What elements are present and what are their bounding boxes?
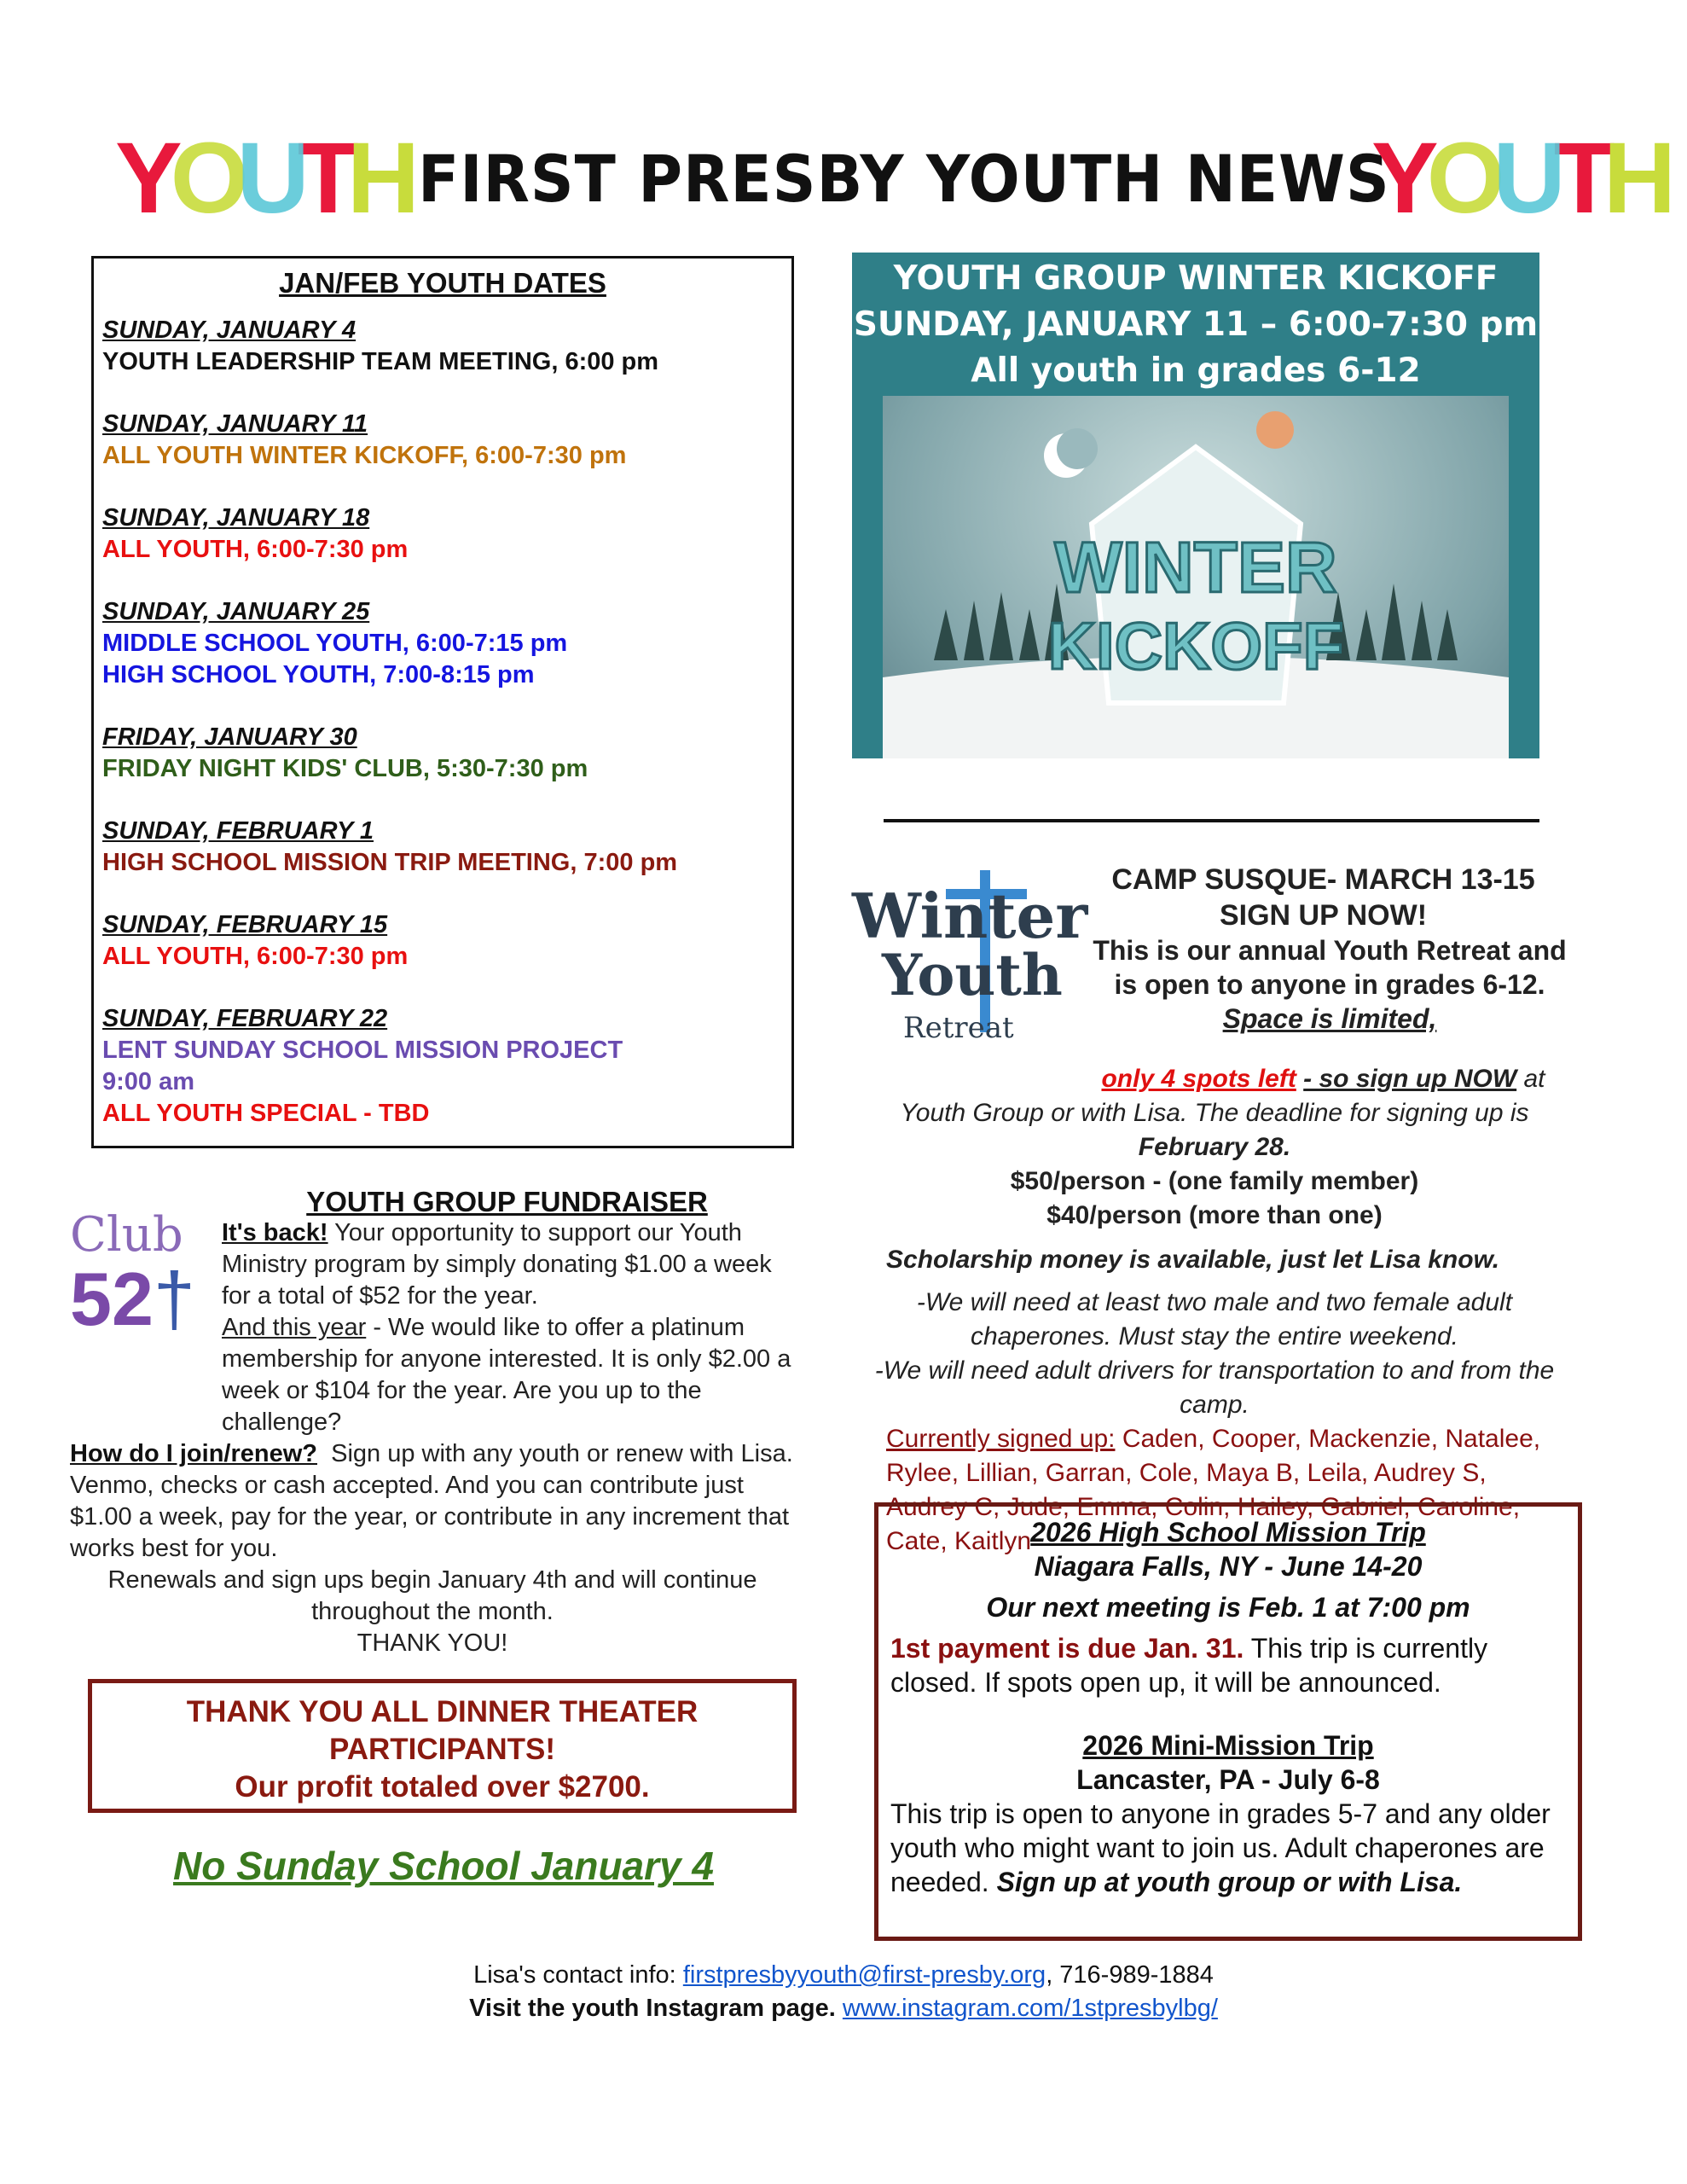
event-description: YOUTH LEADERSHIP TEAM MEETING, 6:00 pm bbox=[102, 348, 659, 375]
date-entry bbox=[102, 596, 783, 691]
club-52-logo: Club 52† bbox=[70, 1207, 195, 1341]
phone: , 716-989-1884 bbox=[1046, 1961, 1214, 1989]
thanks-line2: Our profit totaled over $2700. bbox=[235, 1770, 650, 1804]
chaperone-need: -We will need at least two male and two female adult chaperones. Must stay the entire weekend. bbox=[916, 1288, 1513, 1350]
kickoff-line2: SUNDAY, JANUARY 11 – 6:00-7:30 pm bbox=[853, 305, 1539, 344]
svg-text:WINTER: WINTER bbox=[1054, 527, 1337, 607]
scholarship-note: Scholarship money is available, just let Lisa know. bbox=[886, 1246, 1500, 1274]
signup-now: - so sign up NOW bbox=[1303, 1065, 1517, 1093]
camp-signup-where: at Youth Group or with Lisa. The deadline for signing up is bbox=[900, 1065, 1545, 1127]
fundraiser-p3: Sign up with any youth or renew with Lisa. Venmo, checks or cash accepted. And you can contribute just $1.00 a week, pay for the year, or contribute in any increment that works best for you. bbox=[70, 1440, 793, 1562]
youth-logo-right: YOUTH bbox=[1371, 122, 1665, 235]
camp-price-2: $40/person (more than one) bbox=[1046, 1201, 1383, 1229]
footer bbox=[0, 1959, 1687, 2025]
fundraiser-section bbox=[70, 1186, 795, 1659]
mission-title: 2026 High School Mission Trip bbox=[1030, 1517, 1426, 1548]
event-date: SUNDAY, FEBRUARY 22 bbox=[102, 1005, 388, 1032]
section-divider bbox=[884, 819, 1539, 822]
camp-susque-section bbox=[852, 862, 1577, 1559]
event-description: LENT SUNDAY SCHOOL MISSION PROJECT bbox=[102, 1037, 623, 1064]
mini-mission-signup: Sign up at youth group or with Lisa. bbox=[996, 1867, 1463, 1897]
event-description: MIDDLE SCHOOL YOUTH, 6:00-7:15 pm bbox=[102, 630, 568, 657]
date-entry bbox=[102, 1003, 783, 1130]
payment-due: 1st payment is due Jan. 31. bbox=[890, 1633, 1244, 1664]
event-date: SUNDAY, JANUARY 18 bbox=[102, 504, 370, 531]
mission-place: Niagara Falls, NY - June 14-20 bbox=[1034, 1551, 1423, 1582]
event-date: SUNDAY, JANUARY 25 bbox=[102, 598, 370, 625]
event-description: FRIDAY NIGHT KIDS' CLUB, 5:30-7:30 pm bbox=[102, 755, 588, 782]
instagram-link[interactable]: www.instagram.com/1stpresbylbg/ bbox=[842, 1995, 1218, 2022]
winter-kickoff-image bbox=[883, 396, 1509, 758]
date-entry bbox=[102, 315, 783, 378]
event-description: HIGH SCHOOL MISSION TRIP MEETING, 7:00 pm bbox=[102, 849, 678, 876]
camp-description: This is our annual Youth Retreat and is open to anyone in grades 6-12. bbox=[1093, 935, 1567, 1000]
event-date: SUNDAY, JANUARY 4 bbox=[102, 317, 357, 344]
event-description: ALL YOUTH WINTER KICKOFF, 6:00-7:30 pm bbox=[102, 442, 627, 469]
date-entry bbox=[102, 409, 783, 472]
event-description: ALL YOUTH SPECIAL - TBD bbox=[102, 1100, 430, 1127]
event-description: 9:00 am bbox=[102, 1068, 195, 1095]
contact-label: Lisa's contact info: bbox=[473, 1961, 676, 1989]
its-back: It's back! bbox=[222, 1219, 328, 1246]
event-description: HIGH SCHOOL YOUTH, 7:00-8:15 pm bbox=[102, 661, 535, 688]
event-date: SUNDAY, FEBRUARY 15 bbox=[102, 911, 388, 938]
signed-up-names: Caden, Cooper, Mackenzie, Natalee, Rylee, Lillian, Garran, Cole, Maya B, Leila, Audrey S, Audrey C, Jude, Emma, Colin, Hailey, Gabriel, Caroline, Cate, Kaitlyn bbox=[886, 1425, 1541, 1555]
date-entry bbox=[102, 816, 783, 879]
fundraiser-p4: Renewals and sign ups begin January 4th and will continue throughout the month. bbox=[107, 1566, 757, 1625]
page-title: FIRST PRESBY YOUTH NEWS bbox=[418, 141, 1390, 217]
driver-need: -We will need adult drivers for transportation to and from the camp. bbox=[874, 1356, 1555, 1419]
winter-youth-retreat-logo: Winter Youth Retreat bbox=[852, 870, 1070, 1062]
mission-meeting: Our next meeting is Feb. 1 at 7:00 pm bbox=[986, 1592, 1470, 1623]
date-entry bbox=[102, 722, 783, 785]
event-description: ALL YOUTH, 6:00-7:30 pm bbox=[102, 943, 409, 970]
event-date: SUNDAY, FEBRUARY 1 bbox=[102, 817, 374, 845]
how-to-join: How do I join/renew? bbox=[70, 1440, 317, 1467]
no-sunday-school-notice: No Sunday School January 4 bbox=[173, 1844, 714, 1888]
signed-up-label: Currently signed up: bbox=[886, 1425, 1116, 1453]
winter-kickoff-flyer bbox=[852, 253, 1539, 758]
thanks-line1: THANK YOU ALL DINNER THEATER PARTICIPANTS! bbox=[186, 1695, 699, 1766]
kickoff-line1: YOUTH GROUP WINTER KICKOFF bbox=[893, 259, 1499, 298]
camp-title: CAMP SUSQUE- MARCH 13-15 bbox=[1111, 863, 1535, 896]
event-description: ALL YOUTH, 6:00-7:30 pm bbox=[102, 536, 409, 563]
this-year: And this year bbox=[222, 1314, 367, 1341]
camp-deadline: February 28. bbox=[1138, 1133, 1291, 1161]
youth-logo-left: YOUTH bbox=[115, 122, 409, 235]
event-date: SUNDAY, JANUARY 11 bbox=[102, 410, 368, 438]
space-limited: Space is limited, bbox=[1222, 1003, 1437, 1034]
date-entry bbox=[102, 909, 783, 973]
instagram-label: Visit the youth Instagram page. bbox=[469, 1995, 836, 2022]
youth-dates-box bbox=[91, 256, 794, 1148]
fundraiser-p1: Your opportunity to support our Youth Ministry program by simply donating $1.00 a week for a total of $52 for the year. bbox=[222, 1219, 772, 1310]
kickoff-line3: All youth in grades 6-12 bbox=[971, 351, 1421, 390]
camp-price-1: $50/person - (one family member) bbox=[1010, 1167, 1419, 1195]
fundraiser-thanks: THANK YOU! bbox=[357, 1629, 508, 1657]
mission-trip-box bbox=[874, 1502, 1582, 1941]
email-link[interactable]: firstpresbyyouth@first-presby.org bbox=[682, 1961, 1046, 1989]
fundraiser-title: YOUTH GROUP FUNDRAISER bbox=[306, 1186, 708, 1217]
mini-mission-text: This trip is open to anyone in grades 5-7 and any older youth who might want to join us. Adult chaperones are needed. bbox=[890, 1798, 1551, 1897]
date-entry bbox=[102, 502, 783, 566]
payment-rest: This trip is currently closed. If spots open up, it will be announced. bbox=[890, 1633, 1488, 1698]
dates-heading: JAN/FEB YOUTH DATES bbox=[279, 267, 606, 299]
spots-left: only 4 spots left bbox=[1101, 1065, 1296, 1093]
svg-text:KICKOFF: KICKOFF bbox=[1047, 608, 1344, 683]
event-date: FRIDAY, JANUARY 30 bbox=[102, 723, 357, 751]
mini-mission-place: Lancaster, PA - July 6-8 bbox=[1076, 1764, 1380, 1795]
dinner-theater-thanks-box bbox=[88, 1679, 797, 1813]
camp-subtitle: SIGN UP NOW! bbox=[1219, 899, 1428, 932]
mini-mission-title: 2026 Mini-Mission Trip bbox=[1082, 1730, 1374, 1761]
fundraiser-p2: - We would like to offer a platinum membership for anyone interested. It is only $2.00 a week or $104 for the year. Are you up to the challenge? bbox=[222, 1314, 791, 1436]
